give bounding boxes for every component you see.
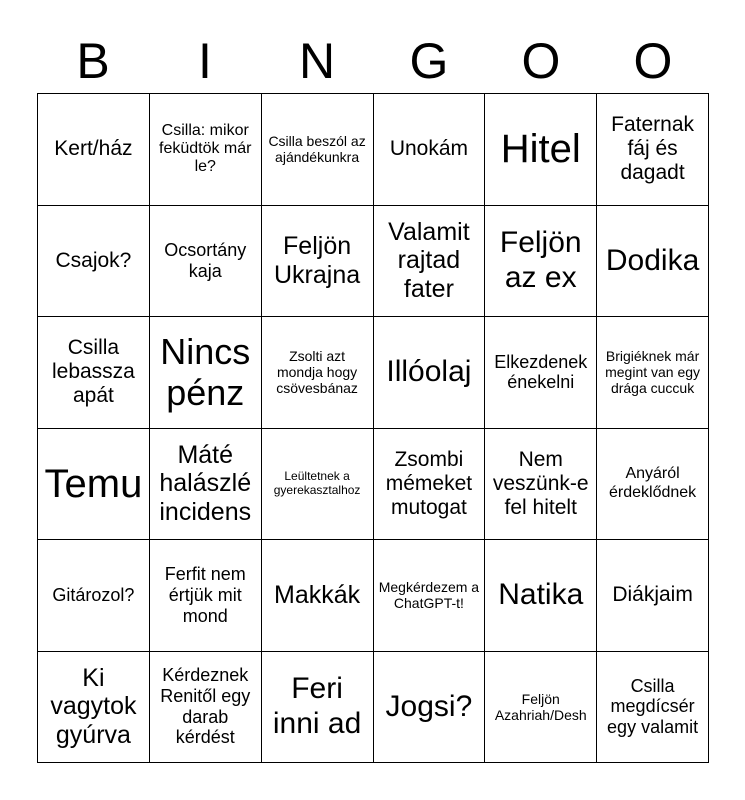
- bingo-cell-r4c3[interactable]: Leültetnek a gyerekasztalhoz: [262, 429, 374, 541]
- bingo-cell-r5c2[interactable]: Ferfit nem értjük mit mond: [150, 540, 262, 652]
- header-letter-g: G: [409, 33, 449, 89]
- bingo-cell-r6c5[interactable]: Feljön Azahriah/Desh: [485, 652, 597, 764]
- bingo-cell-r4c6[interactable]: Anyáról érdeklődnek: [597, 429, 709, 541]
- bingo-cell-r1c2[interactable]: Csilla: mikor feküdtök már le?: [150, 94, 262, 206]
- bingo-cell-r2c5[interactable]: Feljön az ex: [485, 206, 597, 318]
- bingo-cell-r2c4[interactable]: Valamit rajtad fater: [374, 206, 486, 318]
- bingo-cell-r6c3[interactable]: Feri inni ad: [262, 652, 374, 764]
- bingo-cell-r5c4[interactable]: Megkérdezem a ChatGPT-t!: [374, 540, 486, 652]
- bingo-cell-r2c3[interactable]: Feljön Ukrajna: [262, 206, 374, 318]
- bingo-cell-r3c2[interactable]: Nincs pénz: [150, 317, 262, 429]
- bingo-cell-r1c6[interactable]: Faternak fáj és dagadt: [597, 94, 709, 206]
- bingo-cell-r3c5[interactable]: Elkezdenek énekelni: [485, 317, 597, 429]
- header-letter-o2: O: [633, 33, 673, 89]
- header-letter-o: O: [521, 33, 561, 89]
- bingo-cell-r2c6[interactable]: Dodika: [597, 206, 709, 318]
- bingo-cell-r4c1[interactable]: Temu: [38, 429, 150, 541]
- bingo-cell-r5c6[interactable]: Diákjaim: [597, 540, 709, 652]
- bingo-cell-r1c1[interactable]: Kert/ház: [38, 94, 150, 206]
- bingo-cell-r3c1[interactable]: Csilla lebassza apát: [38, 317, 150, 429]
- bingo-cell-r6c1[interactable]: Ki vagytok gyúrva: [38, 652, 150, 764]
- bingo-cell-r2c2[interactable]: Ocsortány kaja: [150, 206, 262, 318]
- bingo-cell-r6c2[interactable]: Kérdeznek Renitől egy darab kérdést: [150, 652, 262, 764]
- bingo-cell-r3c3[interactable]: Zsolti azt mondja hogy csövesbánaz: [262, 317, 374, 429]
- bingo-cell-r3c6[interactable]: Brigiéknek már megint van egy drága cuccuk: [597, 317, 709, 429]
- bingo-cell-r6c4[interactable]: Jogsi?: [374, 652, 486, 764]
- bingo-cell-r6c6[interactable]: Csilla megdícsér egy valamit: [597, 652, 709, 764]
- header-letter-n: N: [298, 33, 336, 89]
- bingo-cell-r5c3[interactable]: Makkák: [262, 540, 374, 652]
- bingo-header: [37, 30, 709, 92]
- bingo-cell-r5c5[interactable]: Natika: [485, 540, 597, 652]
- header-letter-i: I: [198, 33, 212, 89]
- bingo-cell-r5c1[interactable]: Gitározol?: [38, 540, 150, 652]
- bingo-cell-r1c4[interactable]: Unokám: [374, 94, 486, 206]
- bingo-cell-r1c3[interactable]: Csilla beszól az ajándékunkra: [262, 94, 374, 206]
- bingo-cell-r4c5[interactable]: Nem veszünk-e fel hitelt: [485, 429, 597, 541]
- bingo-cell-r1c5[interactable]: Hitel: [485, 94, 597, 206]
- bingo-cell-r4c4[interactable]: Zsombi mémeket mutogat: [374, 429, 486, 541]
- bingo-board: [37, 93, 709, 763]
- header-letter-b: B: [76, 33, 110, 89]
- bingo-cell-r2c1[interactable]: Csajok?: [38, 206, 150, 318]
- bingo-cell-r4c2[interactable]: Máté halászlé incidens: [150, 429, 262, 541]
- bingo-cell-r3c4[interactable]: Illóolaj: [374, 317, 486, 429]
